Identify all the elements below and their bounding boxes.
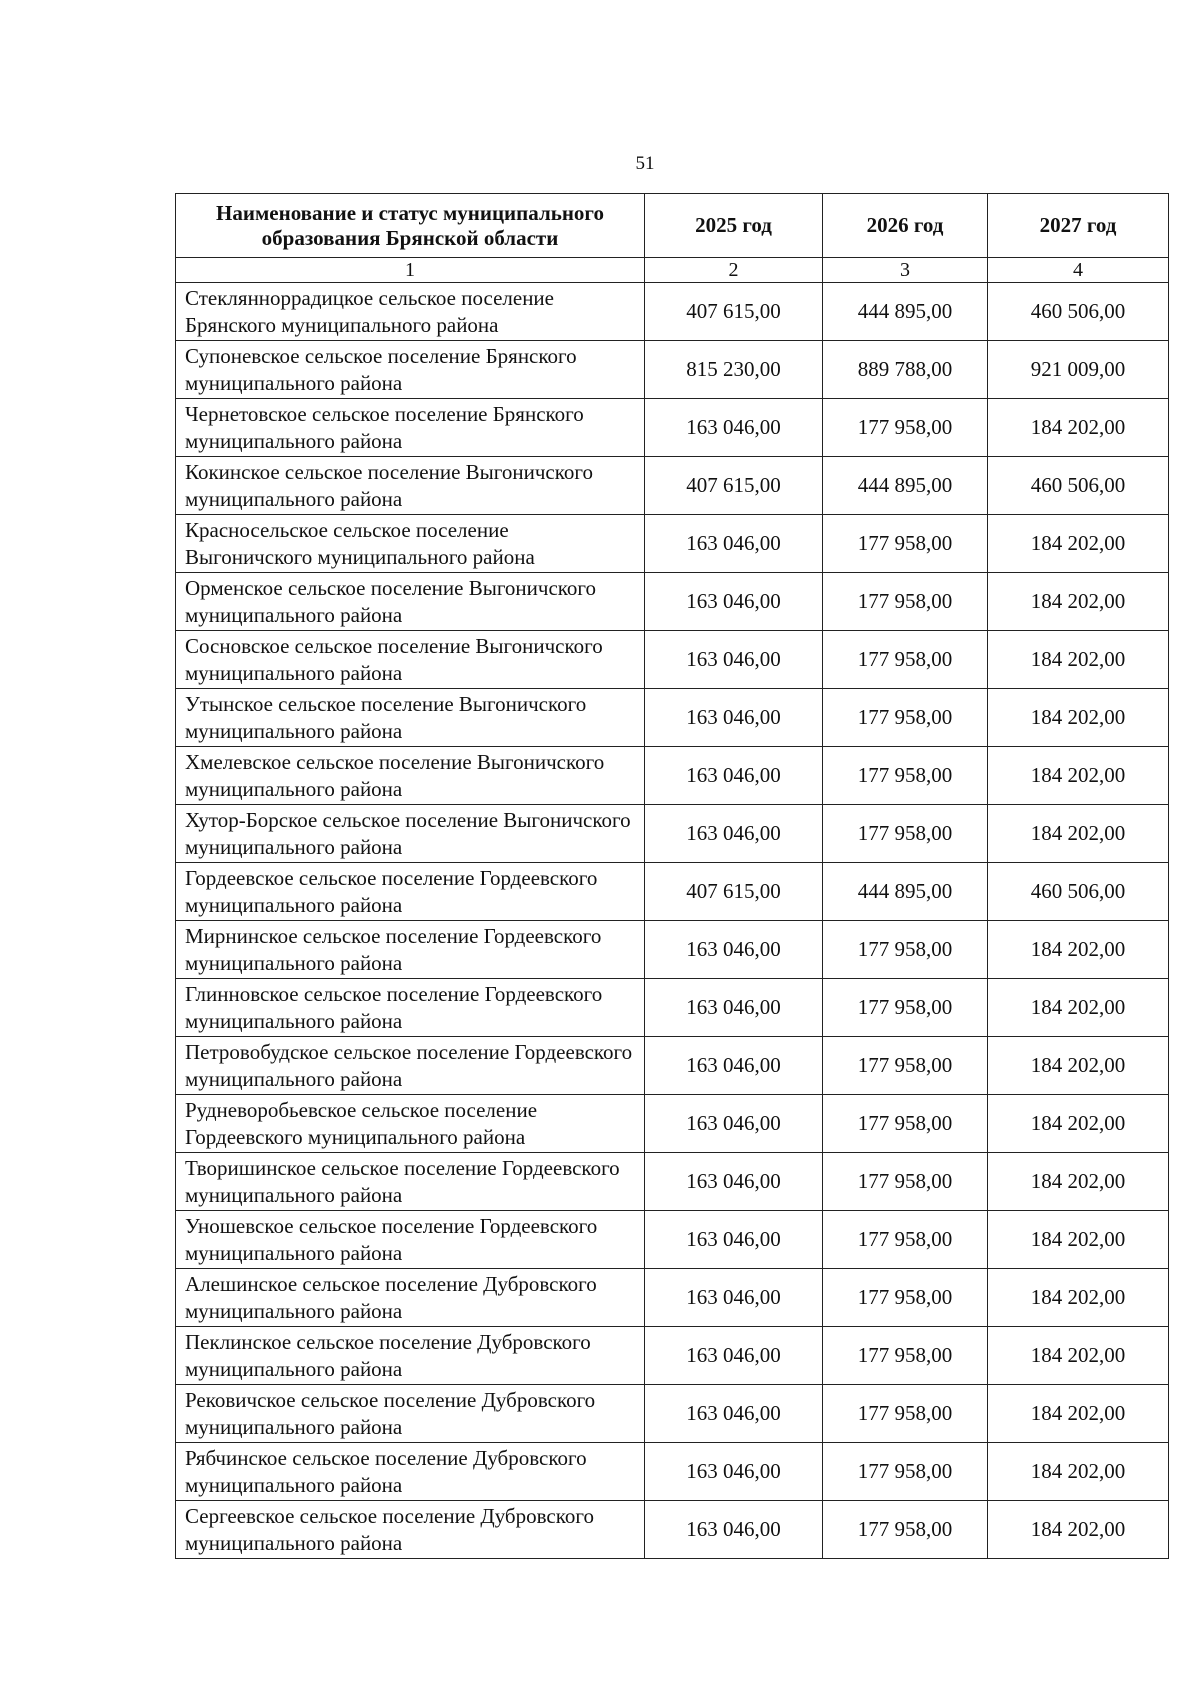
value-2027-cell: 184 202,00 xyxy=(988,573,1169,631)
value-2027-cell: 921 009,00 xyxy=(988,341,1169,399)
header-2026: 2026 год xyxy=(823,194,988,258)
value-2025-cell: 163 046,00 xyxy=(645,631,823,689)
value-2026-cell: 177 958,00 xyxy=(823,1385,988,1443)
value-2027-cell: 184 202,00 xyxy=(988,979,1169,1037)
municipality-name-cell: Чернетовское сельское поселение Брянского муниципального района xyxy=(176,399,645,457)
page-number: 51 xyxy=(635,153,655,174)
municipality-name-cell: Рудневоробьевское сельское поселение Гордеевского муниципального района xyxy=(176,1095,645,1153)
column-number: 3 xyxy=(823,258,988,283)
municipality-name-cell: Орменское сельское поселение Выгоничского муниципального района xyxy=(176,573,645,631)
value-2026-cell: 444 895,00 xyxy=(823,457,988,515)
value-2027-cell: 460 506,00 xyxy=(988,283,1169,341)
value-2027-cell: 184 202,00 xyxy=(988,1095,1169,1153)
table-row xyxy=(176,399,1169,457)
value-2026-cell: 177 958,00 xyxy=(823,399,988,457)
table-row xyxy=(176,1443,1169,1501)
value-2027-cell: 184 202,00 xyxy=(988,1385,1169,1443)
value-2025-cell: 163 046,00 xyxy=(645,805,823,863)
value-2027-cell: 184 202,00 xyxy=(988,631,1169,689)
budget-table xyxy=(175,193,1169,1559)
value-2025-cell: 163 046,00 xyxy=(645,1327,823,1385)
table-row xyxy=(176,1269,1169,1327)
municipality-name-cell: Стеклянноррадицкое сельское поселение Брянского муниципального района xyxy=(176,283,645,341)
value-2027-cell: 184 202,00 xyxy=(988,1153,1169,1211)
value-2025-cell: 163 046,00 xyxy=(645,1037,823,1095)
value-2027-cell: 184 202,00 xyxy=(988,689,1169,747)
column-number: 1 xyxy=(176,258,645,283)
value-2027-cell: 184 202,00 xyxy=(988,515,1169,573)
table-row xyxy=(176,1501,1169,1559)
table-row xyxy=(176,457,1169,515)
table-row xyxy=(176,689,1169,747)
value-2027-cell: 184 202,00 xyxy=(988,921,1169,979)
table-row xyxy=(176,921,1169,979)
value-2026-cell: 177 958,00 xyxy=(823,631,988,689)
value-2027-cell: 184 202,00 xyxy=(988,1211,1169,1269)
municipality-name-cell: Супоневское сельское поселение Брянского муниципального района xyxy=(176,341,645,399)
value-2027-cell: 184 202,00 xyxy=(988,747,1169,805)
municipality-name-cell: Красносельское сельское поселение Выгоничского муниципального района xyxy=(176,515,645,573)
value-2025-cell: 163 046,00 xyxy=(645,689,823,747)
municipality-name-cell: Сергеевское сельское поселение Дубровского муниципального района xyxy=(176,1501,645,1559)
table-row xyxy=(176,573,1169,631)
table-row xyxy=(176,805,1169,863)
value-2026-cell: 444 895,00 xyxy=(823,283,988,341)
value-2026-cell: 177 958,00 xyxy=(823,747,988,805)
table-row xyxy=(176,1385,1169,1443)
value-2027-cell: 184 202,00 xyxy=(988,399,1169,457)
value-2025-cell: 163 046,00 xyxy=(645,1269,823,1327)
value-2027-cell: 460 506,00 xyxy=(988,863,1169,921)
value-2025-cell: 163 046,00 xyxy=(645,515,823,573)
table-row xyxy=(176,1211,1169,1269)
value-2025-cell: 407 615,00 xyxy=(645,863,823,921)
municipality-name-cell: Рековичское сельское поселение Дубровского муниципального района xyxy=(176,1385,645,1443)
value-2027-cell: 184 202,00 xyxy=(988,1501,1169,1559)
municipality-name-cell: Хутор-Борское сельское поселение Выгоничского муниципального района xyxy=(176,805,645,863)
value-2025-cell: 163 046,00 xyxy=(645,1095,823,1153)
value-2025-cell: 163 046,00 xyxy=(645,1385,823,1443)
municipality-name-cell: Рябчинское сельское поселение Дубровского муниципального района xyxy=(176,1443,645,1501)
table-row xyxy=(176,747,1169,805)
value-2026-cell: 177 958,00 xyxy=(823,1211,988,1269)
value-2025-cell: 163 046,00 xyxy=(645,1501,823,1559)
table-header-row xyxy=(176,194,1169,258)
table-row xyxy=(176,1153,1169,1211)
header-2027: 2027 год xyxy=(988,194,1169,258)
value-2026-cell: 177 958,00 xyxy=(823,1037,988,1095)
municipality-name-cell: Хмелевское сельское поселение Выгоничского муниципального района xyxy=(176,747,645,805)
value-2027-cell: 460 506,00 xyxy=(988,457,1169,515)
value-2026-cell: 177 958,00 xyxy=(823,1327,988,1385)
value-2026-cell: 177 958,00 xyxy=(823,689,988,747)
value-2026-cell: 177 958,00 xyxy=(823,1095,988,1153)
table-row xyxy=(176,1095,1169,1153)
value-2026-cell: 177 958,00 xyxy=(823,1501,988,1559)
column-number: 4 xyxy=(988,258,1169,283)
municipality-name-cell: Глинновское сельское поселение Гордеевского муниципального района xyxy=(176,979,645,1037)
header-2025: 2025 год xyxy=(645,194,823,258)
municipality-name-cell: Кокинское сельское поселение Выгоничского муниципального района xyxy=(176,457,645,515)
municipality-name-cell: Пеклинское сельское поселение Дубровского муниципального района xyxy=(176,1327,645,1385)
table-row xyxy=(176,341,1169,399)
value-2025-cell: 163 046,00 xyxy=(645,573,823,631)
value-2026-cell: 177 958,00 xyxy=(823,1443,988,1501)
value-2026-cell: 177 958,00 xyxy=(823,979,988,1037)
value-2026-cell: 177 958,00 xyxy=(823,1153,988,1211)
value-2026-cell: 177 958,00 xyxy=(823,1269,988,1327)
value-2026-cell: 177 958,00 xyxy=(823,921,988,979)
value-2025-cell: 163 046,00 xyxy=(645,1211,823,1269)
table-row xyxy=(176,631,1169,689)
value-2027-cell: 184 202,00 xyxy=(988,1443,1169,1501)
table-row xyxy=(176,283,1169,341)
value-2025-cell: 407 615,00 xyxy=(645,457,823,515)
value-2025-cell: 163 046,00 xyxy=(645,1443,823,1501)
value-2026-cell: 444 895,00 xyxy=(823,863,988,921)
value-2025-cell: 163 046,00 xyxy=(645,921,823,979)
table-row xyxy=(176,515,1169,573)
value-2027-cell: 184 202,00 xyxy=(988,1327,1169,1385)
value-2027-cell: 184 202,00 xyxy=(988,1269,1169,1327)
municipality-name-cell: Утынское сельское поселение Выгоничского муниципального района xyxy=(176,689,645,747)
municipality-name-cell: Уношевское сельское поселение Гордеевского муниципального района xyxy=(176,1211,645,1269)
value-2025-cell: 163 046,00 xyxy=(645,747,823,805)
municipality-name-cell: Гордеевское сельское поселение Гордеевского муниципального района xyxy=(176,863,645,921)
table-row xyxy=(176,863,1169,921)
value-2027-cell: 184 202,00 xyxy=(988,1037,1169,1095)
table-row xyxy=(176,1037,1169,1095)
table-row xyxy=(176,1327,1169,1385)
value-2026-cell: 177 958,00 xyxy=(823,573,988,631)
municipality-name-cell: Сосновское сельское поселение Выгоничского муниципального района xyxy=(176,631,645,689)
table-row xyxy=(176,979,1169,1037)
value-2027-cell: 184 202,00 xyxy=(988,805,1169,863)
value-2026-cell: 177 958,00 xyxy=(823,515,988,573)
municipality-name-cell: Петровобудское сельское поселение Гордеевского муниципального района xyxy=(176,1037,645,1095)
column-number-row xyxy=(176,258,1169,283)
column-number: 2 xyxy=(645,258,823,283)
municipality-name-cell: Мирнинское сельское поселение Гордеевского муниципального района xyxy=(176,921,645,979)
municipality-name-cell: Творишинское сельское поселение Гордеевского муниципального района xyxy=(176,1153,645,1211)
header-municipality: Наименование и статус муниципального образования Брянской области xyxy=(176,194,645,258)
value-2025-cell: 163 046,00 xyxy=(645,399,823,457)
value-2026-cell: 177 958,00 xyxy=(823,805,988,863)
value-2025-cell: 407 615,00 xyxy=(645,283,823,341)
municipality-name-cell: Алешинское сельское поселение Дубровского муниципального района xyxy=(176,1269,645,1327)
value-2026-cell: 889 788,00 xyxy=(823,341,988,399)
value-2025-cell: 163 046,00 xyxy=(645,1153,823,1211)
value-2025-cell: 815 230,00 xyxy=(645,341,823,399)
value-2025-cell: 163 046,00 xyxy=(645,979,823,1037)
table-body xyxy=(176,283,1169,1559)
